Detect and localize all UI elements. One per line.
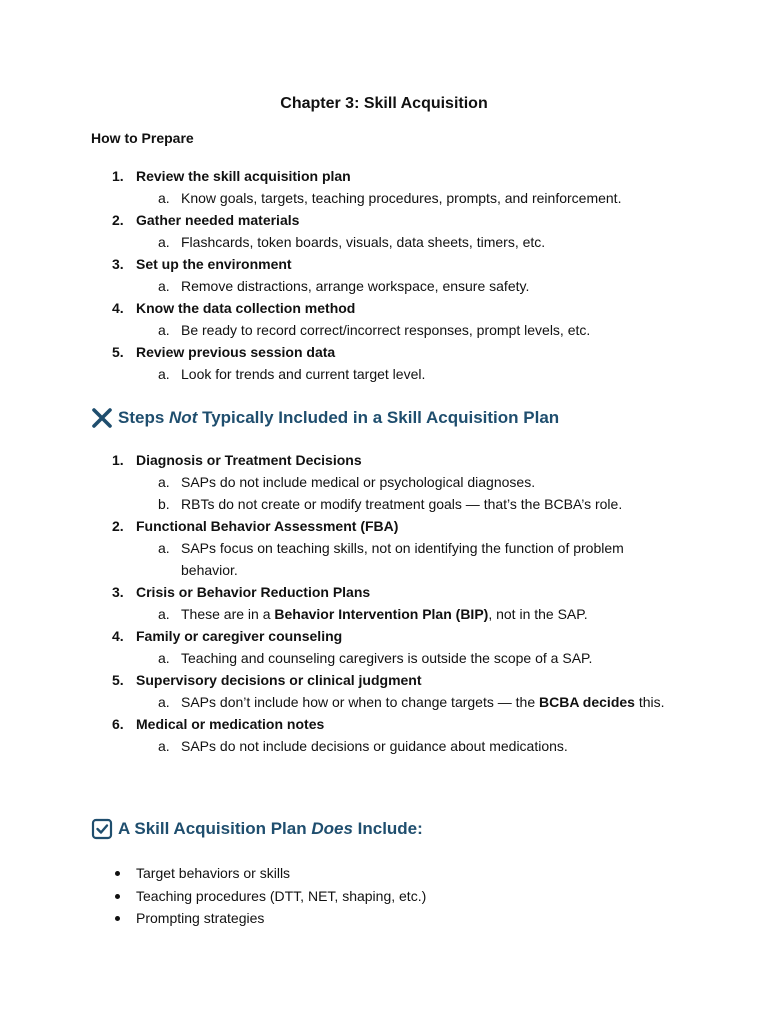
page-title: Chapter 3: Skill Acquisition xyxy=(280,95,488,112)
heading-pre: Steps xyxy=(118,408,170,427)
sub-letter: a. xyxy=(158,278,170,294)
item-number: 4. xyxy=(112,628,124,644)
list-item xyxy=(0,581,768,625)
heading-post: Typically Included in a Skill Acquisition Plan xyxy=(197,408,560,427)
list-item xyxy=(0,885,768,908)
list-item xyxy=(0,165,768,209)
item-number: 1. xyxy=(112,168,124,184)
list-item xyxy=(0,713,768,757)
bullet-text: Prompting strategies xyxy=(136,910,265,926)
sub-text-bold: BCBA decides xyxy=(539,694,635,710)
list-item xyxy=(0,625,768,669)
sub-text: Teaching and counseling caregivers is outside the scope of a SAP. xyxy=(181,650,593,666)
sub-text: SAPs do not include medical or psychological diagnoses. xyxy=(181,474,536,490)
item-number: 2. xyxy=(112,518,124,534)
sub-letter: a. xyxy=(158,474,170,490)
bullet-icon xyxy=(115,894,120,899)
sub-letter: a. xyxy=(158,234,170,250)
does-include-list xyxy=(0,862,768,930)
list-item xyxy=(0,862,768,885)
list-item xyxy=(0,515,768,581)
item-title: Supervisory decisions or clinical judgment xyxy=(136,672,422,688)
heading-pre: A Skill Acquisition Plan xyxy=(118,819,312,838)
item-number: 5. xyxy=(112,344,124,360)
sub-letter: a. xyxy=(158,694,170,710)
bullet-text: Target behaviors or skills xyxy=(136,865,291,881)
item-title: Crisis or Behavior Reduction Plans xyxy=(136,584,371,600)
item-title: Diagnosis or Treatment Decisions xyxy=(136,452,362,468)
not-included-heading xyxy=(91,407,559,429)
sub-text: Remove distractions, arrange workspace, ensure safety. xyxy=(181,278,530,294)
list-item xyxy=(0,341,768,385)
sub-text-bold: Behavior Intervention Plan (BIP) xyxy=(274,606,489,622)
bullet-icon xyxy=(115,916,120,921)
sub-letter: a. xyxy=(158,366,170,382)
item-title: Family or caregiver counseling xyxy=(136,628,343,644)
item-title: Gather needed materials xyxy=(136,212,300,228)
list-item xyxy=(0,297,768,341)
sub-text-post: , not in the SAP. xyxy=(488,606,588,622)
sub-text: Flashcards, token boards, visuals, data sheets, timers, etc. xyxy=(181,234,546,250)
heading-emphasis: Does xyxy=(311,819,353,838)
item-number: 4. xyxy=(112,300,124,316)
item-number: 5. xyxy=(112,672,124,688)
checkbox-checked-icon xyxy=(91,818,113,840)
item-title: Review the skill acquisition plan xyxy=(136,168,351,184)
item-number: 3. xyxy=(112,256,124,272)
sub-text: SAPs do not include decisions or guidance about medications. xyxy=(181,738,568,754)
sub-text: Look for trends and current target level. xyxy=(181,366,426,382)
not-included-list xyxy=(0,449,768,757)
item-title: Medical or medication notes xyxy=(136,716,325,732)
sub-text: RBTs do not create or modify treatment goals — that’s the BCBA’s role. xyxy=(181,496,623,512)
item-title: Review previous session data xyxy=(136,344,336,360)
item-number: 3. xyxy=(112,584,124,600)
list-item xyxy=(0,209,768,253)
list-item xyxy=(0,449,768,515)
heading-post: Include: xyxy=(352,819,423,838)
item-title: Set up the environment xyxy=(136,256,292,272)
sub-letter: a. xyxy=(158,322,170,338)
item-number: 1. xyxy=(112,452,124,468)
item-title: Know the data collection method xyxy=(136,300,356,316)
prepare-list xyxy=(0,165,768,385)
sub-text-pre: SAPs don’t include how or when to change targets — the xyxy=(181,694,539,710)
prepare-heading: How to Prepare xyxy=(91,130,194,146)
item-title: Functional Behavior Assessment (FBA) xyxy=(136,518,399,534)
list-item xyxy=(0,253,768,297)
item-number: 2. xyxy=(112,212,124,228)
does-include-heading xyxy=(91,818,423,840)
list-item xyxy=(0,907,768,930)
sub-letter: a. xyxy=(158,606,170,622)
sub-letter: a. xyxy=(158,650,170,666)
sub-text-pre: These are in a xyxy=(181,606,275,622)
item-number: 6. xyxy=(112,716,124,732)
sub-text-post: this. xyxy=(634,694,665,710)
sub-letter: a. xyxy=(158,190,170,206)
sub-letter: a. xyxy=(158,540,170,556)
heading-emphasis: Not xyxy=(169,408,198,427)
bullet-text: Teaching procedures (DTT, NET, shaping, etc.) xyxy=(136,887,427,904)
bullet-icon xyxy=(115,871,120,876)
sub-letter: a. xyxy=(158,738,170,754)
sub-text: Be ready to record correct/incorrect responses, prompt levels, etc. xyxy=(181,322,591,338)
x-mark-icon xyxy=(91,407,113,429)
sub-text: SAPs focus on teaching skills, not on identifying the function of problem behavior. xyxy=(181,540,624,578)
sub-letter: b. xyxy=(158,496,170,512)
list-item xyxy=(0,669,768,713)
sub-text: Know goals, targets, teaching procedures, prompts, and reinforcement. xyxy=(181,190,622,206)
